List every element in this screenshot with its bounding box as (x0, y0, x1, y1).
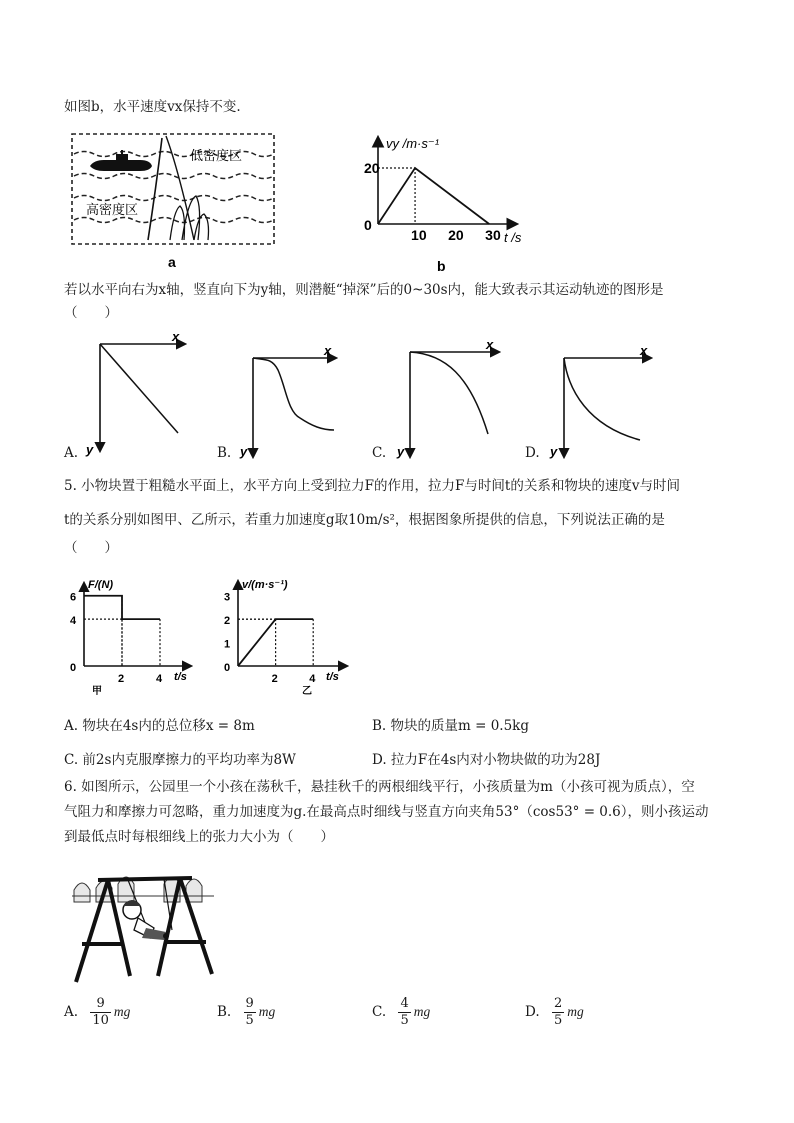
q6-d-num: 2 (553, 996, 563, 1011)
q5-chart-f-t (64, 574, 204, 698)
q6-option-c[interactable] (372, 996, 430, 1029)
b-xtick-20: 20 (448, 227, 464, 243)
q5-chart-v-t (222, 574, 362, 698)
q6-c-suffix: mg (413, 1004, 431, 1019)
high-density-label: 高密度区 (86, 202, 139, 217)
q6-a-den: 10 (92, 1013, 109, 1028)
q6-option-c-label: C. (372, 1004, 387, 1020)
figure-b-vy-chart (356, 128, 531, 273)
q4-option-c-label[interactable]: C. (372, 445, 387, 461)
v-series-line (238, 619, 313, 666)
submarine-icon (90, 150, 152, 171)
figure-b-caption: b (437, 258, 446, 273)
option-a-graph[interactable] (85, 330, 184, 457)
v-ytick-3: 3 (224, 591, 231, 604)
option-c-x-label: x (486, 337, 494, 352)
option-a-x-label: x (172, 330, 180, 344)
q5-option-c[interactable]: C. 前2s内克服摩擦力的平均功率为8W (64, 752, 296, 768)
q6-a-suffix: mg (113, 1004, 131, 1019)
q5-blank: （ ） (64, 540, 118, 556)
q6-a-num: 9 (90, 996, 111, 1013)
q6-b-num: 9 (245, 996, 254, 1011)
f-ytick-0: 0 (70, 662, 77, 674)
q4-trajectory-options (60, 330, 700, 460)
f-ylabel: F/(N) (88, 579, 114, 591)
option-b-x-label: x (324, 343, 332, 358)
f-caption: 甲 (92, 686, 102, 697)
figure-a-caption: a (168, 254, 176, 270)
b-ytick-20: 20 (364, 160, 380, 176)
b-ylabel: vy /m·s⁻¹ (386, 136, 440, 151)
q5-option-a[interactable]: A. 物块在4s内的总位移x = 8m (64, 718, 255, 734)
q4-option-b-label[interactable]: B. (217, 445, 232, 461)
q6-c-den: 5 (400, 1013, 409, 1028)
q6-option-a-fraction (90, 996, 111, 1029)
q6-option-d-label: D. (525, 1004, 540, 1020)
q4-blank: （ ） (64, 305, 118, 321)
figure-a-submarine (66, 128, 281, 270)
v-caption: 乙 (302, 686, 312, 697)
option-b-graph[interactable] (239, 343, 335, 459)
v-ylabel: v/(m·s⁻¹) (242, 579, 288, 591)
q6-b-den: 5 (245, 1013, 254, 1028)
option-d-x-label: x (640, 343, 648, 358)
f-ytick-4: 4 (70, 615, 77, 628)
b-xlabel: t /s (504, 230, 522, 245)
q4-option-d-label[interactable]: D. (525, 445, 540, 461)
q6-d-suffix: mg (567, 1004, 584, 1019)
v-xtick-4: 4 (309, 673, 316, 685)
q6-option-c-fraction (398, 996, 410, 1029)
low-density-label: 低密度区 (190, 148, 243, 163)
b-xtick-30: 30 (485, 227, 501, 243)
b-origin-label: 0 (364, 217, 372, 233)
f-xtick-2: 2 (118, 673, 125, 685)
intro-line: 如图b，水平速度vx保持不变. (64, 99, 241, 115)
swing-illustration (68, 858, 220, 988)
q6-d-den: 5 (553, 1013, 563, 1028)
q6-stem-line2: 气阻力和摩擦力可忽略，重力加速度为g.在最高点时细线与竖直方向夹角53°（cos53° = 0.6），则小孩运动 (64, 804, 709, 820)
q6-option-b[interactable] (217, 996, 275, 1029)
option-b-y-label: y (240, 444, 248, 459)
f-xlabel: t/s (174, 671, 187, 683)
child-icon (123, 900, 169, 940)
v-xtick-2: 2 (271, 673, 278, 685)
b-series-line (378, 168, 489, 224)
f-xtick-4: 4 (156, 673, 163, 685)
q6-option-a-label: A. (64, 1004, 79, 1020)
q6-stem-line3: 到最低点时每根细线上的张力大小为（ ） (64, 829, 334, 845)
q6-option-a[interactable] (64, 996, 130, 1029)
q5-stem-line1: 5. 小物块置于粗糙水平面上，水平方向上受到拉力F的作用，拉力F与时间t的关系和物块的速度v与时间 (64, 478, 680, 494)
option-c-graph[interactable] (396, 337, 498, 459)
v-ytick-0: 0 (224, 662, 231, 674)
q6-c-num: 4 (400, 996, 409, 1011)
option-d-graph[interactable] (549, 343, 650, 459)
option-d-y-label: y (550, 444, 558, 459)
f-ytick-6: 6 (70, 591, 77, 604)
option-c-y-label: y (397, 444, 405, 459)
q6-option-b-fraction (244, 996, 256, 1029)
q4-option-a-label[interactable]: A. (64, 445, 79, 461)
q5-option-b[interactable]: B. 物块的质量m = 0.5kg (372, 718, 529, 734)
v-ytick-1: 1 (224, 638, 231, 651)
f-series-line (84, 596, 160, 619)
option-a-y-label: y (86, 442, 94, 457)
q6-b-suffix: mg (258, 1004, 276, 1019)
q6-option-d[interactable] (525, 996, 584, 1029)
b-xtick-10: 10 (411, 227, 427, 243)
q6-stem-line1: 6. 如图所示，公园里一个小孩在荡秋千，悬挂秋千的两根细线平行，小孩质量为m（小孩可视为质点），空 (64, 779, 695, 795)
q6-option-d-fraction (552, 996, 564, 1029)
q5-stem-line2: t的关系分别如图甲、乙所示，若重力加速度g取10m/s²，根据图象所提供的信息，下列说法正确的是 (64, 512, 665, 528)
v-xlabel: t/s (326, 671, 339, 683)
q6-option-b-label: B. (217, 1004, 232, 1020)
q4-stem: 若以水平向右为x轴，竖直向下为y轴，则潜艇“掉深”后的0~30s内，能大致表示其运动轨迹的图形是 (64, 282, 664, 298)
v-ytick-2: 2 (224, 615, 231, 628)
q5-option-d[interactable]: D. 拉力F在4s内对小物块做的功为28J (372, 752, 601, 768)
